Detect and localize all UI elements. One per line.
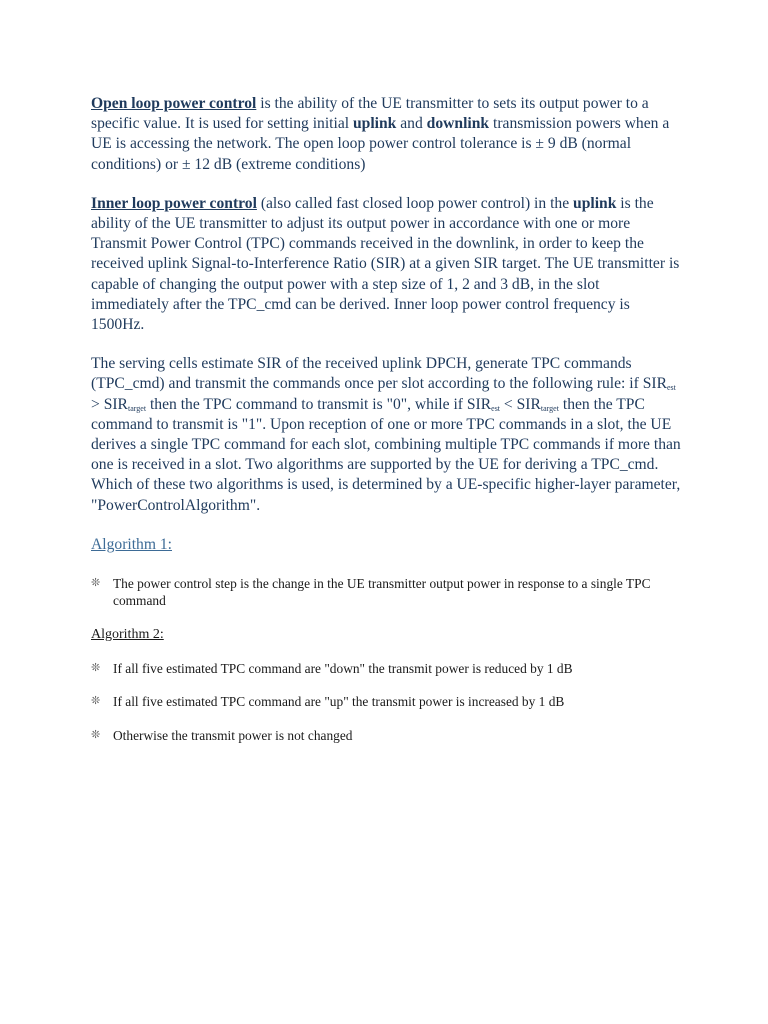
serving-text-4: < SIR xyxy=(500,395,541,413)
subscript-target: target xyxy=(540,403,559,413)
bullet-text: If all five estimated TPC command are "down" the transmit power is reduced by 1 dB xyxy=(113,660,573,676)
subscript-target: target xyxy=(127,403,147,413)
document-page xyxy=(91,94,681,760)
list-item xyxy=(91,660,681,678)
asterisk-bullet-icon: ❊ xyxy=(91,695,101,708)
open-loop-downlink: downlink xyxy=(426,115,490,133)
serving-text-3: then the TPC command to transmit is "0", while if SIR xyxy=(146,395,492,413)
subscript-est: est xyxy=(491,403,501,413)
open-loop-uplink: uplink xyxy=(353,115,397,133)
bullet-text: The power control step is the change in the UE transmitter output power in response to a single TPC command xyxy=(113,575,651,609)
serving-text-1: The serving cells estimate SIR of the received uplink DPCH, generate TPC commands (TPC_cmd) and transmit the commands once per slot according to the following rule: if SIR xyxy=(91,355,667,393)
open-loop-title: Open loop power control xyxy=(91,95,257,112)
list-item xyxy=(91,693,681,711)
algorithm-2-heading: Algorithm 2: xyxy=(91,626,164,642)
asterisk-bullet-icon: ❊ xyxy=(91,576,101,589)
serving-text-2: > SIR xyxy=(91,395,128,413)
open-loop-text-3: transmission powers when a UE is accessing the network. The open loop power control tolerance is ± 9 dB (normal conditions) or ± 12 dB (extreme conditions) xyxy=(91,115,670,173)
list-item xyxy=(91,727,681,745)
inner-loop-uplink: uplink xyxy=(573,194,617,212)
open-loop-text-1: is the ability of the UE transmitter to sets its output power to a specific value. It is used for setting initial xyxy=(91,95,649,133)
bullet-text: Otherwise the transmit power is not changed xyxy=(113,727,353,743)
algorithm-1-heading: Algorithm 1: xyxy=(91,535,172,553)
inner-loop-text-1: (also called fast closed loop power control) in the xyxy=(256,194,574,212)
asterisk-bullet-icon: ❊ xyxy=(91,728,101,741)
serving-cells-paragraph xyxy=(91,354,681,516)
inner-loop-title: Inner loop power control xyxy=(91,194,257,212)
serving-text-5: then the TPC command to transmit is "1". Upon reception of one or more TPC commands in a slot, the UE derives a single TPC command for each slot, combining multiple TPC commands if more than one is received in a slot. Two algorithms are supported by the UE for deriving a TPC_cmd. Which of these two algorithms is used, is determined by a UE-specific higher-layer parameter, "PowerControlAlgorithm". xyxy=(91,395,681,514)
inner-loop-text-2: is the ability of the UE transmitter to adjust its output power in accordance with one or more Transmit Power Control (TPC) commands received in the downlink, in order to keep the received uplink Signal-to-Interference Ratio (SIR) at a given SIR target. The UE transmitter is capable of changing the output power with a step size of 1, 2 and 3 dB, in the slot immediately after the TPC_cmd can be derived. Inner loop power control frequency is 1500Hz. xyxy=(91,194,680,334)
inner-loop-paragraph xyxy=(91,194,681,335)
subscript-est: est xyxy=(666,383,676,393)
list-item xyxy=(91,575,681,610)
bullet-text: If all five estimated TPC command are "up" the transmit power is increased by 1 dB xyxy=(113,694,565,710)
open-loop-paragraph xyxy=(91,94,681,175)
open-loop-text-2: and xyxy=(396,115,427,133)
asterisk-bullet-icon: ❊ xyxy=(91,661,101,674)
